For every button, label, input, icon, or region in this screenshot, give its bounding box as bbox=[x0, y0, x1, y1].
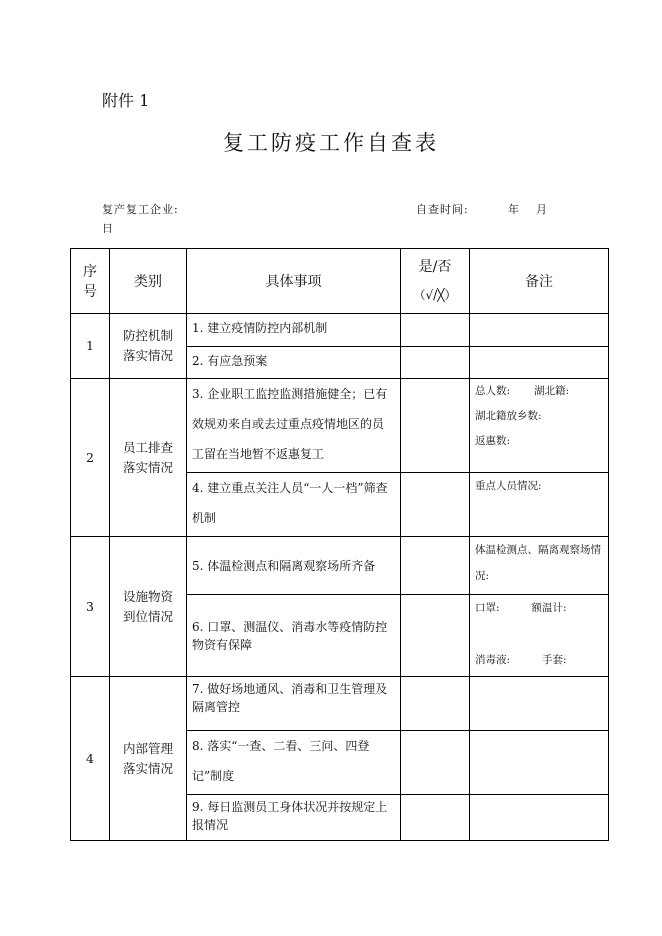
remarks-cell[interactable]: 口罩: 额温计: 消毒液: 手套: bbox=[470, 595, 609, 677]
remarks-cell[interactable] bbox=[470, 347, 609, 379]
row-item: 8. 落实“一查、二看、三问、四登记”制度 bbox=[187, 731, 401, 795]
remarks-cell[interactable]: 体温检测点、隔离观察场情况: bbox=[470, 537, 609, 595]
row-item: 1. 建立疫情防控内部机制 bbox=[187, 314, 401, 347]
attachment-label: 附件 1 bbox=[102, 91, 150, 110]
date-year: 年 bbox=[508, 203, 520, 216]
row-no: 4 bbox=[71, 677, 110, 841]
row-category: 设施物资 到位情况 bbox=[110, 537, 187, 677]
row-item: 7. 做好场地通风、消毒和卫生管理及隔离管控 bbox=[187, 677, 401, 731]
remarks-cell[interactable] bbox=[470, 677, 609, 731]
row-no: 3 bbox=[71, 537, 110, 677]
row-category: 员工排查 落实情况 bbox=[110, 379, 187, 537]
table-row bbox=[71, 314, 609, 347]
header-row bbox=[71, 249, 609, 314]
row-item: 3. 企业职工监控监测措施健全；已有效规劝来自或去过重点疫情地区的员工留在当地暂不返惠复工 bbox=[187, 379, 401, 473]
row-no: 1 bbox=[71, 314, 110, 379]
row-item: 4. 建立重点关注人员“一人一档”筛查机制 bbox=[187, 473, 401, 537]
date-month: 月 bbox=[536, 203, 548, 216]
remarks-cell[interactable] bbox=[470, 314, 609, 347]
table-row bbox=[71, 677, 609, 731]
yesno-cell[interactable] bbox=[401, 595, 470, 677]
yesno-cell[interactable] bbox=[401, 731, 470, 795]
yesno-cell[interactable] bbox=[401, 379, 470, 473]
yesno-cell[interactable] bbox=[401, 795, 470, 841]
page-title: 复工防疫工作自查表 bbox=[223, 131, 439, 155]
yesno-cell[interactable] bbox=[401, 677, 470, 731]
yesno-cell[interactable] bbox=[401, 314, 470, 347]
yesno-cell[interactable] bbox=[401, 347, 470, 379]
header-remarks: 备注 bbox=[470, 249, 609, 314]
enterprise-label: 复产复工企业: bbox=[102, 203, 179, 216]
remarks-cell[interactable] bbox=[470, 731, 609, 795]
row-item: 9. 每日监测员工身体状况并按规定上报情况 bbox=[187, 795, 401, 841]
row-item: 5. 体温检测点和隔离观察场所齐备 bbox=[187, 537, 401, 595]
date-label: 自查时间: bbox=[416, 203, 469, 216]
table-row bbox=[71, 537, 609, 595]
remarks-cell[interactable]: 总人数: 湖北籍: 湖北籍放乡数: 返惠数: bbox=[470, 379, 609, 473]
row-category: 内部管理 落实情况 bbox=[110, 677, 187, 841]
yesno-cell[interactable] bbox=[401, 473, 470, 537]
date-day: 日 bbox=[102, 222, 114, 235]
row-category: 防控机制 落实情况 bbox=[110, 314, 187, 379]
header-no: 序 号 bbox=[71, 249, 110, 314]
header-yesno: 是/否 （√/╳） bbox=[401, 249, 470, 314]
row-no: 2 bbox=[71, 379, 110, 537]
header-category: 类别 bbox=[110, 249, 187, 314]
yesno-cell[interactable] bbox=[401, 537, 470, 595]
remarks-cell[interactable] bbox=[470, 795, 609, 841]
remarks-cell[interactable]: 重点人员情况: bbox=[470, 473, 609, 537]
row-item: 2. 有应急预案 bbox=[187, 347, 401, 379]
header-item: 具体事项 bbox=[187, 249, 401, 314]
self-check-table bbox=[70, 248, 609, 841]
row-item: 6. 口罩、测温仪、消毒水等疫情防控物资有保障 bbox=[187, 595, 401, 677]
table-row bbox=[71, 379, 609, 473]
